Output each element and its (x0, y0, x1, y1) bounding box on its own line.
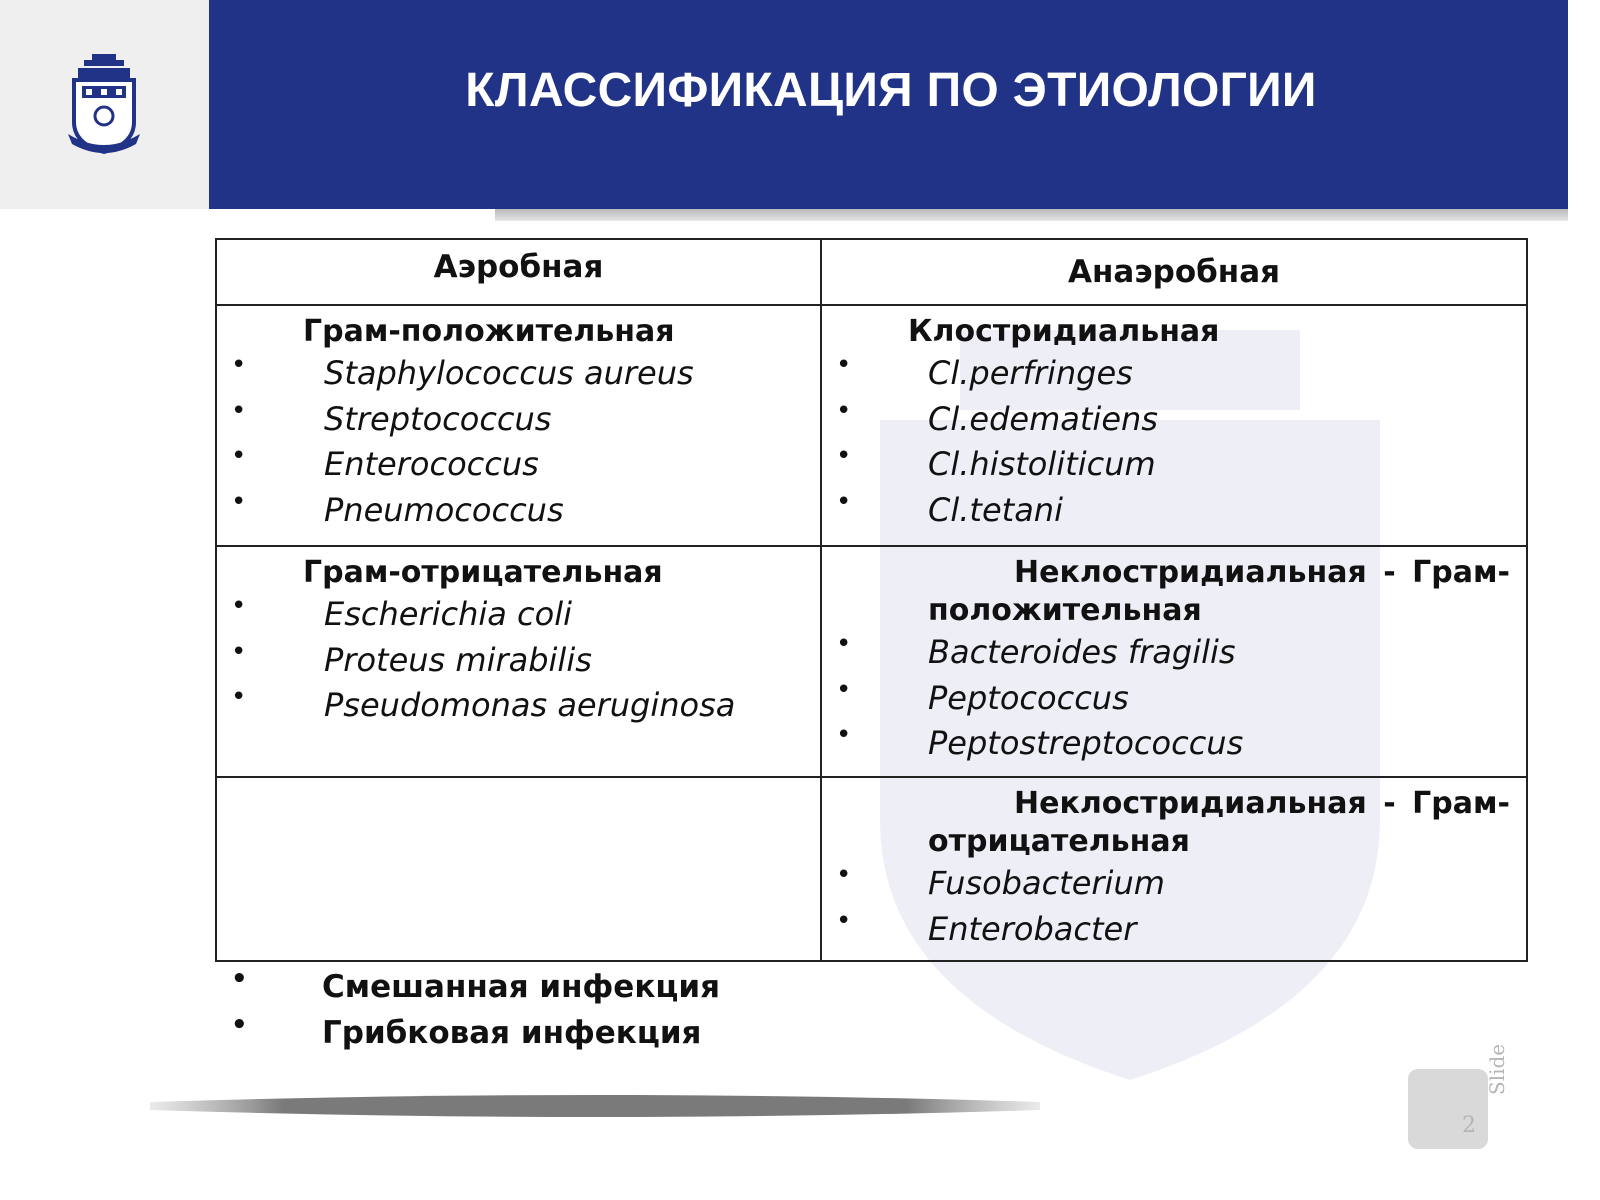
slide-number: 2 (1462, 1113, 1476, 1138)
species-name: Enterococcus (324, 445, 539, 483)
species-list (217, 592, 820, 729)
species-name: Pneumococcus (324, 490, 564, 529)
table-row (216, 546, 1527, 777)
table-row (216, 777, 1527, 961)
logo-panel (0, 0, 209, 209)
list-item (217, 442, 820, 488)
bullet: • (836, 629, 852, 659)
group-title: Клостридиальная (908, 314, 1220, 349)
list-item (822, 442, 1526, 488)
slide-number-tab (1408, 1069, 1488, 1149)
list-item (215, 1010, 915, 1056)
header-anaerobic: Анаэробная (821, 239, 1527, 305)
species-name: Enterobacter (928, 909, 1137, 948)
group-title: Грам-отрицательная (303, 555, 663, 590)
list-item (822, 488, 1526, 534)
table-cell (821, 777, 1527, 961)
group-title: Грам-положительная (303, 314, 675, 349)
list-item (217, 683, 820, 729)
bullet: • (231, 395, 247, 426)
list-item (822, 351, 1526, 397)
species-name: Staphylococcus aureus (324, 354, 694, 392)
species-list (822, 630, 1526, 767)
table-cell (821, 305, 1527, 546)
infection-type: Грибковая инфекция (322, 1015, 702, 1051)
infection-type: Смешанная инфекция (322, 969, 720, 1005)
list-item (217, 351, 820, 397)
bullet: • (231, 682, 247, 712)
group-title: Неклостридиальная - Грам-положительная (928, 555, 1510, 628)
bullet: • (836, 720, 852, 750)
species-name: Escherichia coli (324, 595, 572, 633)
species-name: Proteus mirabilis (324, 640, 592, 679)
species-name: Cl.histoliticum (928, 445, 1156, 483)
species-name: Pseudomonas aeruginosa (324, 686, 736, 724)
list-item (822, 676, 1526, 722)
header-shadow (495, 209, 1568, 221)
bullet: • (836, 905, 852, 936)
species-name: Peptostreptococcus (928, 724, 1244, 762)
species-list (822, 861, 1526, 952)
list-item (822, 721, 1526, 767)
list-item (215, 964, 915, 1010)
bullet: • (836, 441, 852, 471)
bullet: • (231, 591, 247, 621)
bullet: • (231, 350, 247, 380)
list-item (217, 488, 820, 534)
list-item (217, 397, 820, 443)
bullet: • (231, 964, 248, 994)
bullet: • (231, 1010, 248, 1040)
species-name: Fusobacterium (928, 864, 1165, 902)
list-item (822, 861, 1526, 907)
table-header-row (216, 239, 1527, 305)
header-aerobic: Аэробная (216, 239, 821, 305)
species-list (217, 351, 820, 533)
table-row (216, 305, 1527, 546)
bullet: • (231, 441, 247, 471)
species-name: Cl.edematiens (928, 399, 1158, 438)
list-item (217, 638, 820, 684)
bullet: • (836, 486, 852, 517)
table-cell-empty (216, 777, 821, 961)
slide-label: Slide (1485, 1043, 1509, 1095)
species-list (822, 351, 1526, 533)
species-name: Streptococcus (324, 399, 552, 438)
bullet: • (836, 350, 852, 380)
etiology-table (215, 238, 1528, 962)
bullet: • (231, 486, 247, 517)
species-name: Peptococcus (928, 678, 1129, 717)
species-name: Cl.perfringes (928, 354, 1133, 392)
footer-shadow (150, 1092, 1040, 1118)
list-item (217, 592, 820, 638)
list-item (822, 907, 1526, 953)
bullet: • (836, 395, 852, 426)
extra-infection-list (215, 964, 915, 1056)
group-title: Неклостридиальная - Грам-отрицательная (928, 786, 1510, 859)
table-cell (216, 305, 821, 546)
bullet: • (836, 860, 852, 890)
species-name: Cl.tetani (928, 490, 1063, 529)
slide-title: КЛАССИФИКАЦИЯ ПО ЭТИОЛОГИИ (465, 64, 1317, 117)
university-crest-logo (66, 52, 142, 156)
bullet: • (836, 674, 852, 705)
table-cell (216, 546, 821, 777)
list-item (822, 630, 1526, 676)
table-cell (821, 546, 1527, 777)
list-item (822, 397, 1526, 443)
bullet: • (231, 636, 247, 667)
species-name: Bacteroides fragilis (928, 633, 1236, 671)
